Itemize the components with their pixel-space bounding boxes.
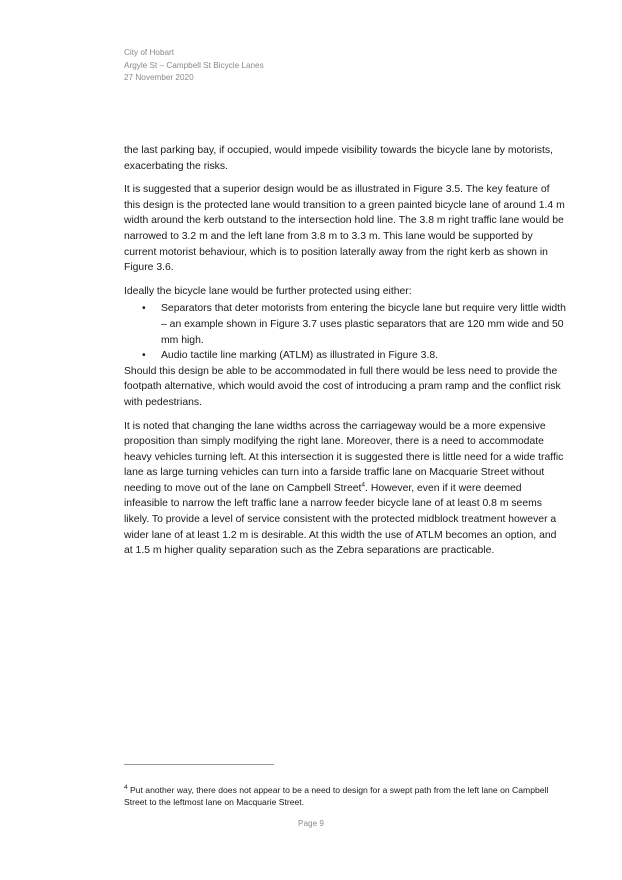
paragraph-5-text-b: . However, even if it were deemed infeasible to narrow the left traffic lane a narrow feeder bicycle lane of at least 0.8 m seems likely. To provide a level of service consistent with the protected midblock treatment however a wider lane of at least 1.2 m is desirable. At this width the use of ATLM becomes an option, and at 1.5 m higher quality separation such as the Zebra separations are practicable. [124, 482, 557, 557]
document-header [124, 47, 264, 85]
paragraph-1: the last parking bay, if occupied, would impede visibility towards the bicycle lane by motorists, exacerbating the risks. [124, 145, 553, 172]
list-item [124, 348, 566, 364]
bullet-icon: • [142, 350, 146, 362]
header-organisation: City of Hobart [124, 48, 175, 57]
bullet-list [124, 301, 566, 363]
page-number: Page 9 [298, 819, 324, 828]
header-date: 27 November 2020 [124, 73, 194, 82]
paragraph-4: Should this design be able to be accommodated in full there would be less need to provide the footpath alternative, which would avoid the cost of introducing a pram ramp and the conflict risk with pedestrians. [124, 365, 561, 408]
header-project-title: Argyle St – Campbell St Bicycle Lanes [124, 60, 264, 70]
paragraph-2: It is suggested that a superior design would be as illustrated in Figure 3.5. The key feature of this design is the protected lane would transition to a green painted bicycle lane of around 1.4 m width around the kerb outstand to the intersection hold line. The 3.8 m right traffic lane would be narrowed to 3.2 m and the left lane from 3.8 m to 3.3 m. This lane would be supported by current motorist behaviour, which is to position laterally away from the right kerb as shown in Figure 3.6. [124, 184, 565, 274]
list-item [124, 301, 566, 348]
document-body [124, 143, 566, 567]
footnote-text: Put another way, there does not appear to be a need to design for a swept path from the left lane on Campbell Street to the leftmost lane on Macquarie Street. [124, 785, 549, 807]
bullet-icon: • [142, 303, 146, 315]
footnote-reference[interactable]: 4 [361, 481, 366, 489]
footnote-separator [124, 764, 274, 765]
paragraph-5-text-a: It is noted that changing the lane widths across the carriageway would be a more expensive proposition than simply modifying the right lane. Moreover, there is a need to accommodate heavy vehicles turning left. At this intersection it is suggested there is little need for a wide traffic lane as large turning vehicles can turn into a farside traffic lane on Macquarie Street without needing to move out of the lane on Campbell Street [124, 420, 564, 494]
list-item-text: Audio tactile line marking (ATLM) as illustrated in Figure 3.8. [161, 350, 439, 362]
paragraph-3: Ideally the bicycle lane would be further protected using either: [124, 285, 412, 297]
footnote-marker: 4 [124, 784, 128, 792]
footnote [124, 784, 564, 808]
list-item-text: Separators that deter motorists from entering the bicycle lane but require very little width – an example shown in Figure 3.7 uses plastic separators that are 120 mm wide and 50 mm high. [161, 303, 566, 346]
paragraph-5 [124, 419, 566, 559]
